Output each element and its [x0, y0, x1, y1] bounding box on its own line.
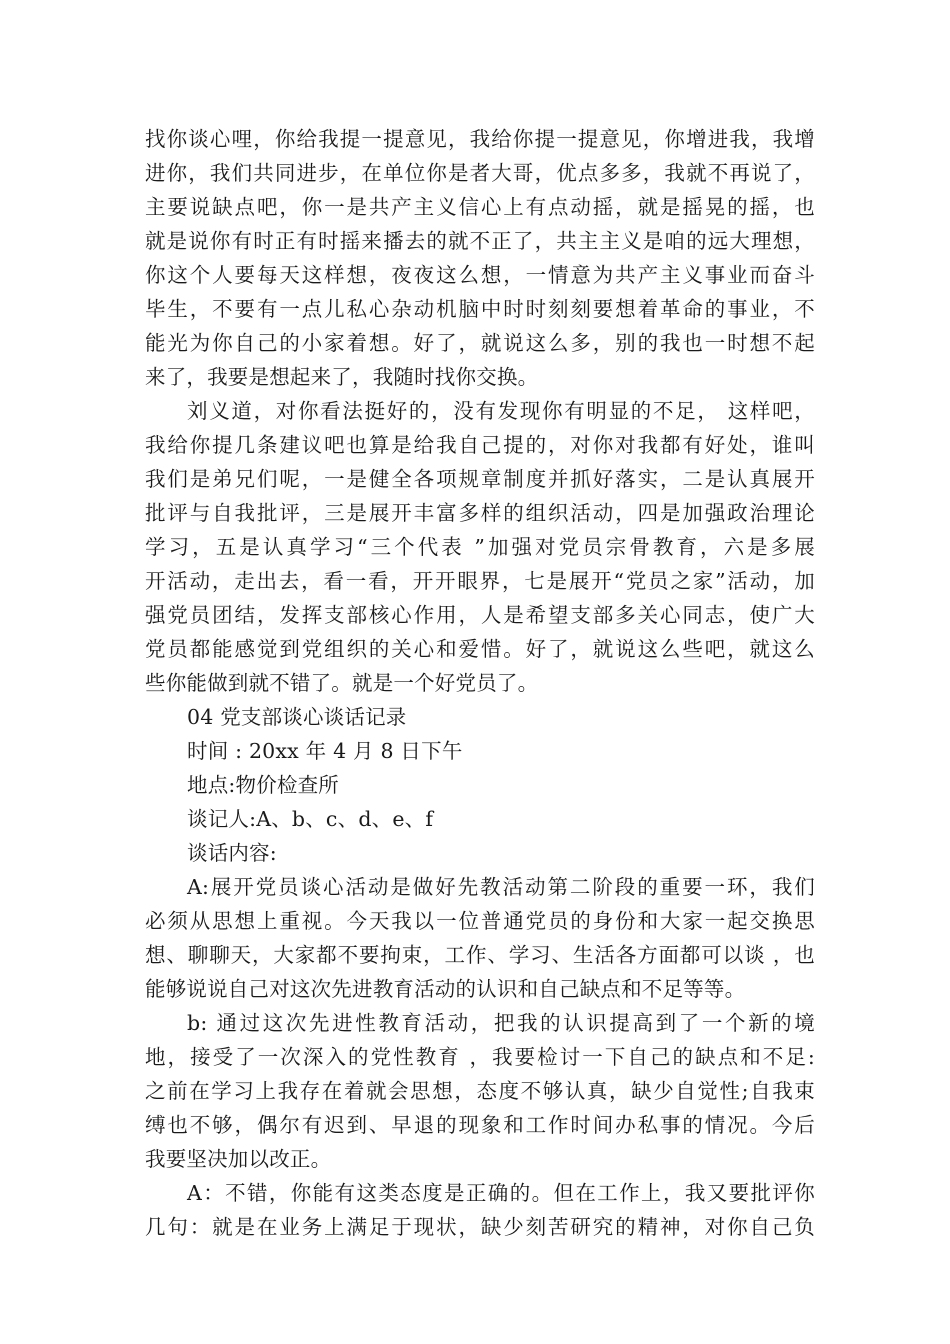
text-line: A:展开党员谈心活动是做好先教活动第二阶段的重要一环，我们 — [187, 875, 815, 899]
text-line: 04 党支部谈心谈话记录 — [187, 705, 407, 729]
text-line: 缚也不够，偶尔有迟到、早退的现象和工作时间办私事的情况。今后 — [145, 1113, 815, 1137]
text-line: 我给你提几条建议吧也算是给我自己提的，对你对我都有好处，谁叫 — [145, 433, 815, 457]
text-line: 刘义道，对你看法挺好的，没有发现你有明显的不足， 这样吧， — [187, 399, 815, 423]
text-line: 我要坚决加以改正。 — [145, 1147, 332, 1171]
text-line: b: 通过这次先进性教育活动，把我的认识提高到了一个新的境 — [187, 1011, 815, 1035]
text-line: 进你，我们共同进步，在单位你是者大哥，优点多多，我就不再说了， — [145, 161, 815, 185]
text-line: A：不错，你能有这类态度是正确的。但在工作上，我又要批评你 — [187, 1181, 815, 1205]
text-line: 些你能做到就不错了。就是一个好党员了。 — [145, 671, 539, 695]
text-line: 我们是弟兄们呢，一是健全各项规章制度并抓好落实，二是认真展开 — [145, 467, 815, 491]
text-line: 几句：就是在业务上满足于现状，缺少刻苦研究的精神，对你自己负 — [145, 1215, 815, 1239]
text-line: 找你谈心哩，你给我提一提意见，我给你提一提意见，你增进我，我增 — [145, 127, 815, 151]
text-line: 必须从思想上重视。今天我以一位普通党员的身份和大家一起交换思 — [145, 909, 815, 933]
text-line: 能够说说自己对这次先进教育活动的认识和自己缺点和不足等等。 — [145, 977, 746, 1001]
text-line: 来了，我要是想起来了，我随时找你交换。 — [145, 365, 539, 389]
text-line: 想、聊聊天，大家都不要拘束，工作、学习、生活各方面都可以谈 ，也 — [145, 943, 815, 967]
text-line: 你这个人要每天这样想，夜夜这么想，一情意为共产主义事业而奋斗 — [145, 263, 815, 287]
text-line: 谈记人:A、b、c、d、e、f — [187, 807, 434, 831]
text-line: 能光为你自己的小家着想。好了，就说这么多，别的我也一时想不起 — [145, 331, 815, 355]
text-line: 学习，五是认真学习“三个代表 ”加强对党员宗骨教育，六是多展 — [145, 535, 815, 559]
document-body — [145, 122, 815, 1244]
text-line: 谈话内容: — [187, 841, 277, 865]
text-line: 就是说你有时正有时摇来播去的就不正了，共主主义是咱的远大理想， — [145, 229, 815, 253]
text-line: 地点:物价检查所 — [187, 773, 340, 797]
text-line: 开活动，走出去，看一看，开开眼界，七是展开“党员之家”活动，加 — [145, 569, 815, 593]
text-line: 时间 : 20xx 年 4 月 8 日下午 — [187, 739, 463, 763]
text-line: 党员都能感觉到党组织的关心和爱惜。好了，就说这么些吧，就这么 — [145, 637, 815, 661]
text-line: 批评与自我批评，三是展开丰富多样的组织活动，四是加强政治理论 — [145, 501, 815, 525]
text-line: 之前在学习上我存在着就会思想，态度不够认真，缺少自觉性;自我束 — [145, 1079, 815, 1103]
text-line: 地，接受了一次深入的党性教育 ，我要检讨一下自己的缺点和不足: — [145, 1045, 815, 1069]
text-line: 主要说缺点吧，你一是共产主义信心上有点动摇，就是摇晃的摇，也 — [145, 195, 815, 219]
text-line: 毕生，不要有一点儿私心杂动机脑中时时刻刻要想着革命的事业，不 — [145, 297, 815, 321]
text-line: 强党员团结，发挥支部核心作用，人是希望支部多关心同志，使广大 — [145, 603, 815, 627]
